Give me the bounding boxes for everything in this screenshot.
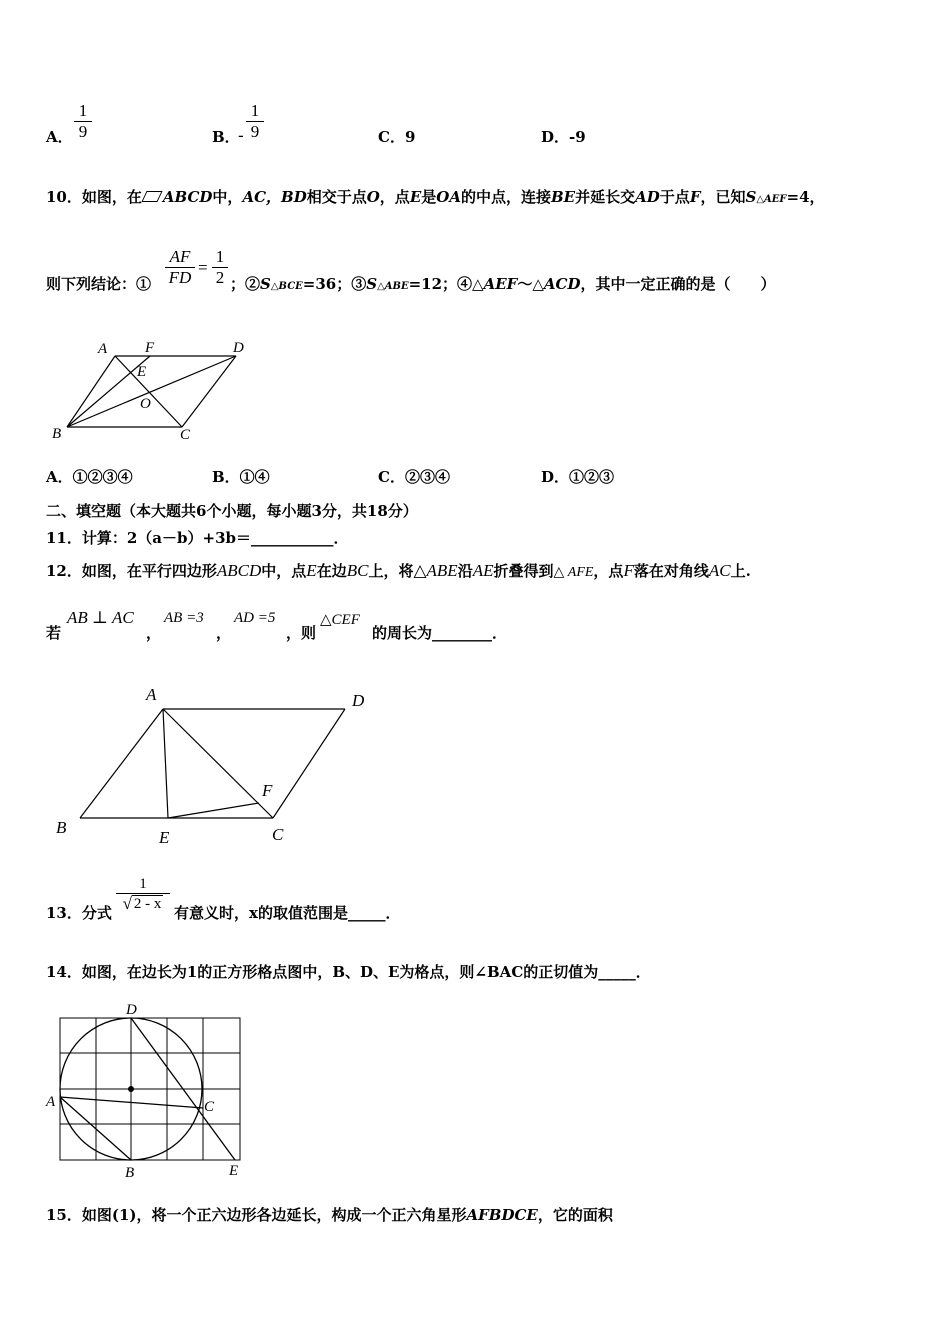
q10-choice-b: B．①④ (212, 468, 270, 486)
q12-condition-if: 若 (46, 624, 62, 642)
q9-choice-b-fraction: $\frac{1}{9}$ (246, 101, 264, 142)
q10-label-a: A (98, 341, 108, 357)
q10-fraction-af-fd: $\frac{AF}{FD}$ (165, 247, 195, 288)
q10-label-b: B (52, 426, 62, 442)
q10-label-c: C (180, 427, 191, 443)
q9-choice-b-sign: - (238, 126, 244, 146)
q13-fraction: 1 √ 2 - x (116, 876, 170, 914)
q14-stem: 14．如图，在边长为1的正方形格点图中，B、D、E为格点，则∠BAC的正切值为_____． (46, 963, 651, 981)
sqrt-icon: √ (122, 894, 132, 913)
q12-condition-ab: AB =3 (164, 610, 204, 626)
q10-choice-d: D．①②③ (541, 468, 615, 486)
section-heading: 二、填空题（本大题共6个小题，每小题3分，共18分） (46, 502, 418, 520)
q14-label-e: E (229, 1163, 239, 1179)
q14-grid (60, 1018, 240, 1160)
q13-stem-end: 有意义时，x的取值范围是_____． (174, 904, 401, 922)
q12-condition-ad: AD =5 (234, 610, 276, 626)
q12-label-a: A (146, 685, 157, 704)
q10-stem-line2-start: 则下列结论：① (46, 275, 152, 293)
q10-stem-line2-rest: ；②S△BCE=36；③S△ABE=12；④△AEF～△ACD，其中一定正确的是（ ） (230, 275, 776, 293)
q14-label-b: B (125, 1165, 135, 1181)
q9-choice-d: D．-9 (541, 128, 586, 146)
q15-stem: 15．如图(1)，将一个正六边形各边延长，构成一个正六角星形AFBDCE，它的面积 (46, 1206, 613, 1224)
q10-label-o: O (140, 396, 151, 412)
q12-label-f: F (262, 781, 273, 800)
q12-label-d: D (352, 691, 365, 710)
q14-label-a: A (46, 1094, 56, 1110)
q12-comma-1: ， (146, 624, 162, 642)
q12-stem-line1: 12．如图，在平行四边形ABCD中，点E在边BC上，将△ABE沿AE折叠得到△ AFE，点F落在对角线AC上. (46, 561, 751, 580)
q9-choice-b-label: B． (212, 128, 240, 146)
q10-label-f: F (145, 340, 155, 356)
q12-label-e: E (159, 828, 170, 847)
q9-choice-a-fraction: $\frac{1}{9}$ (74, 101, 92, 142)
q12-label-c: C (272, 825, 284, 844)
q10-equals: = (198, 258, 208, 277)
q10-stem-line1: 10．如图，在 ABCD中，AC，BD相交于点O，点E是OA的中点，连接BE并延长交AD于点F，已知S△AEF=4， (46, 188, 825, 206)
q9-choice-c: C．9 (378, 128, 416, 146)
q13-stem-start: 13．分式 (46, 904, 112, 922)
q14-label-d: D (126, 1002, 137, 1018)
q12-condition-perp: AB ⊥ AC (67, 608, 134, 627)
q12-question: 的周长为________． (372, 624, 508, 642)
q14-label-c: C (204, 1099, 215, 1115)
q12-label-b: B (56, 818, 67, 837)
q10-label-e: E (137, 364, 147, 380)
q9-choice-a-label: A． (46, 128, 73, 146)
q12-comma-2: ， (216, 624, 232, 642)
q10-choice-a: A．①②③④ (46, 468, 133, 486)
q12-then: ，则 (286, 624, 317, 642)
q10-choice-c: C．②③④ (378, 468, 450, 486)
q10-fraction-half: $\frac{1}{2}$ (212, 247, 228, 288)
q10-label-d: D (233, 340, 244, 356)
q14-center-dot (128, 1086, 134, 1092)
q11-stem: 11．计算：2（a－b）+3b＝___________． (46, 529, 349, 547)
q12-triangle-cef: △CEF (320, 612, 360, 628)
